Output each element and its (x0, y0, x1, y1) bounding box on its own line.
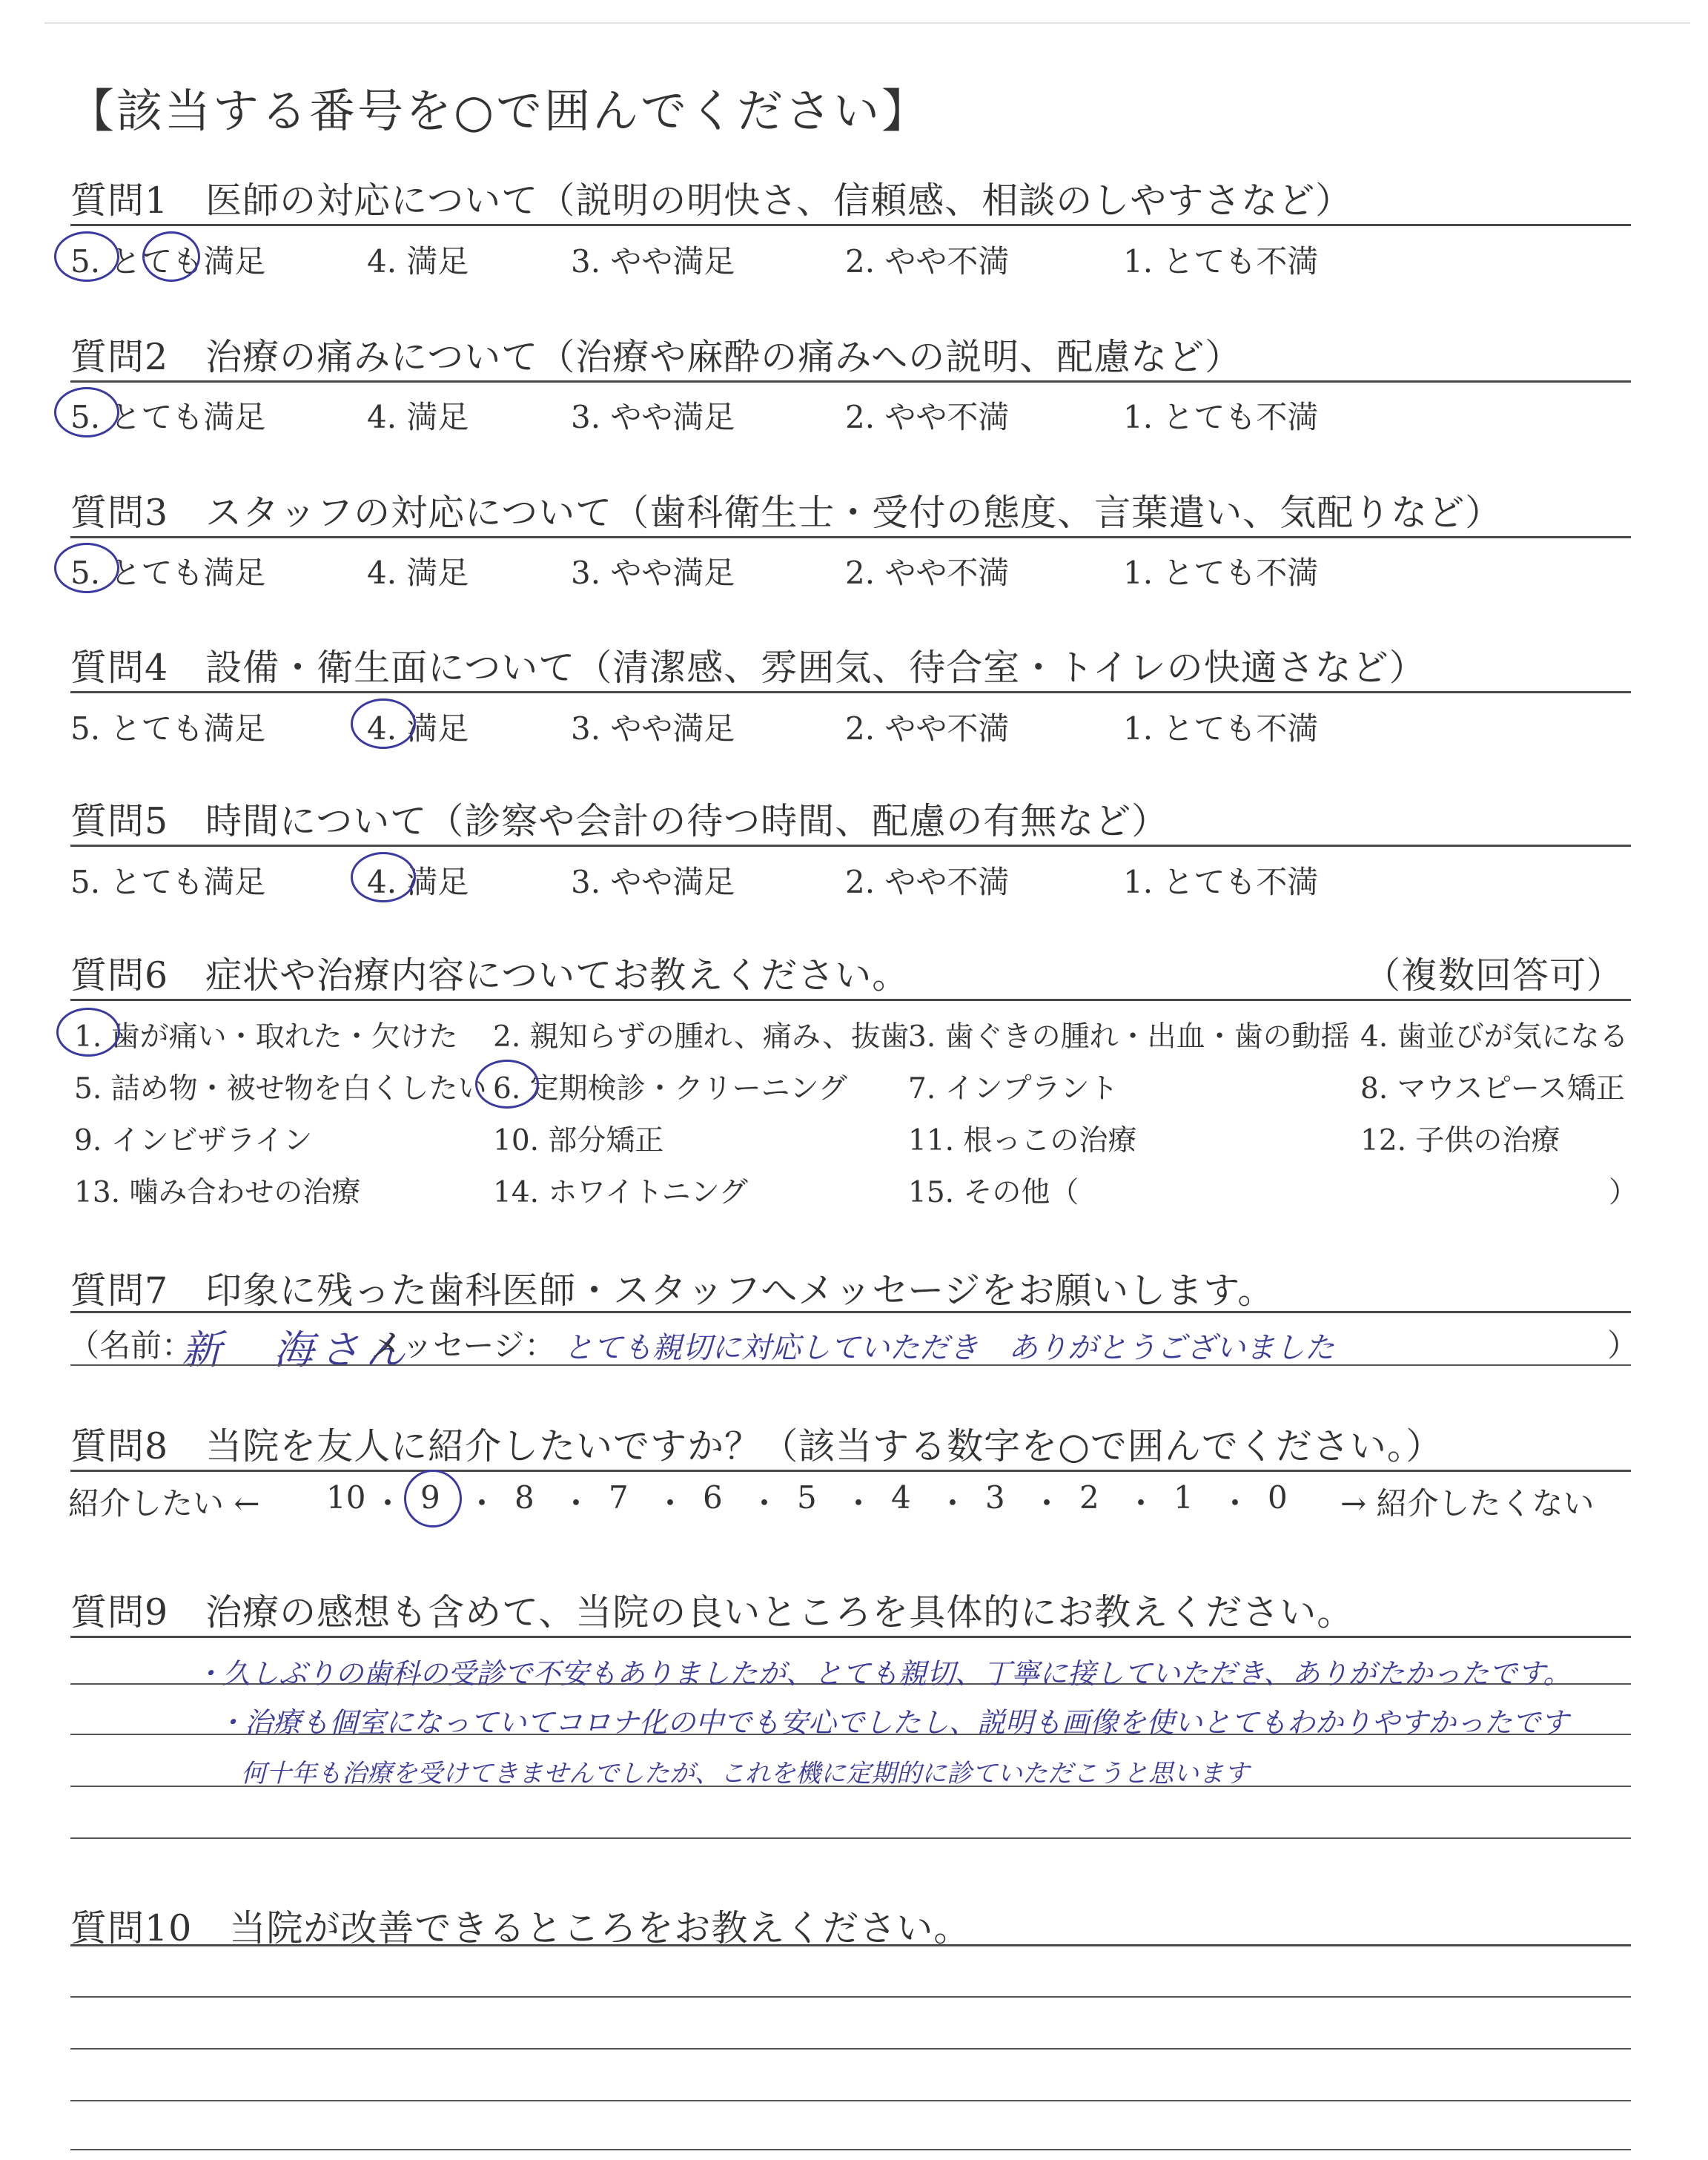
selection-circle (56, 1008, 120, 1057)
recommend-left-label: 紹介したい ← (68, 1485, 260, 1522)
rating-option: 2. やや不満 (845, 399, 1010, 435)
symptom-option: 3. 歯ぐきの腫れ・出血・歯の動揺 (908, 1020, 1350, 1054)
selection-circle (351, 698, 416, 749)
question-6-note: （複数回答可） (1364, 954, 1624, 997)
name-label: （名前： (68, 1327, 193, 1364)
symptom-option: 12. 子供の治療 (1360, 1124, 1560, 1157)
question-8-heading: 質問8 当院を友人に紹介したいですか？（該当する数字を○で囲んでください。） (70, 1425, 1443, 1467)
rating-option: 3. やや満足 (571, 710, 735, 747)
symptom-option: 11. 根っこの治療 (908, 1124, 1137, 1157)
rating-option: 5. とても満足 (70, 399, 266, 435)
selection-circle (351, 852, 416, 902)
selection-circle (54, 543, 119, 593)
name-handwritten: 新 海さん (182, 1327, 411, 1373)
rating-option: 2. やや不満 (845, 864, 1010, 900)
selection-circle (54, 231, 119, 282)
scale-number: 6 (703, 1479, 723, 1516)
rating-option: 5. とても満足 (70, 864, 266, 900)
rating-option: 4. 満足 (367, 399, 469, 435)
rating-option: 5. とても満足 (70, 555, 266, 591)
rating-option: 4. 満足 (367, 243, 469, 280)
question-9-heading: 質問9 治療の感想も含めて、当院の良いところを具体的にお教えください。 (70, 1591, 1354, 1634)
scale-separator: ・ (937, 1485, 969, 1522)
symptom-option: 10. 部分矯正 (493, 1124, 664, 1157)
q9-answer-line-2: ・治療も個室になっていてコロナ化の中でも安心でしたし、説明も画像を使いとてもわかりやすかったです (216, 1706, 1569, 1739)
scale-number: 2 (1079, 1479, 1099, 1516)
rating-option: 1. とても不満 (1123, 710, 1319, 747)
scale-separator: ・ (372, 1485, 404, 1522)
question-5-rule (70, 845, 1631, 847)
scale-number: 7 (609, 1479, 629, 1516)
question-10-rule (70, 1944, 1631, 1946)
scale-number: 4 (891, 1479, 911, 1516)
question-1-rule (70, 224, 1631, 226)
symptom-option: 5. 詰め物・被せ物を白くしたい (74, 1072, 487, 1106)
scale-number: 9 (420, 1479, 440, 1516)
question-8-rule (70, 1470, 1631, 1472)
selection-circle (475, 1060, 539, 1109)
scale-separator: ・ (560, 1485, 592, 1522)
rating-option: 4. 満足 (367, 555, 469, 591)
answer-line (70, 2100, 1631, 2101)
symptom-option: 4. 歯並びが気になる (1360, 1020, 1629, 1054)
selection-circle (142, 231, 200, 282)
scale-number: 0 (1268, 1479, 1288, 1516)
question-3-heading: 質問3 スタッフの対応について（歯科衛生士・受付の態度、言葉遣い、気配りなど） (70, 492, 1503, 534)
scale-separator: ・ (1125, 1485, 1157, 1522)
rating-option: 2. やや不満 (845, 243, 1010, 280)
scale-separator: ・ (749, 1485, 781, 1522)
selection-circle (54, 387, 119, 437)
question-10-heading: 質問10 当院が改善できるところをお教えください。 (70, 1907, 971, 1949)
scale-separator: ・ (1219, 1485, 1251, 1522)
symptom-option: 14. ホワイトニング (493, 1176, 748, 1209)
question-7-rule (70, 1311, 1631, 1313)
question-7-heading: 質問7 印象に残った歯科医師・スタッフへメッセージをお願いします。 (70, 1269, 1275, 1312)
scale-separator: ・ (1031, 1485, 1063, 1522)
rating-option: 3. やや満足 (571, 243, 735, 280)
scale-number: 5 (797, 1479, 817, 1516)
symptom-option: 7. インプラント (908, 1072, 1119, 1106)
answer-line (70, 1996, 1631, 1998)
top-edge-line (44, 22, 1690, 24)
question-1-heading: 質問1 医師の対応について（説明の明快さ、信頼感、相談のしやすさなど） (70, 179, 1353, 222)
q9-answer-line-3: 何十年も治療を受けてきませんでしたが、これを機に定期的に診ていただこうと思います (241, 1759, 1249, 1789)
symptom-option: 13. 噛み合わせの治療 (74, 1176, 361, 1209)
scale-separator: ・ (843, 1485, 875, 1522)
recommend-right-label: → 紹介したくない (1340, 1485, 1595, 1522)
symptom-option: 2. 親知らずの腫れ、痛み、抜歯 (493, 1020, 910, 1054)
q9-answer-line-1: ・久しぶりの歯科の受診で不安もありましたが、とても親切、丁寧に接していただき、ありがたかったです。 (194, 1657, 1572, 1690)
rating-option: 4. 満足 (367, 710, 469, 747)
page-title: 【該当する番号を○で囲んでください】 (68, 84, 930, 138)
other-close-paren: ） (1609, 1176, 1638, 1209)
symptom-option: 6. 定期検診・クリーニング (493, 1072, 847, 1106)
symptom-option: 8. マウスピース矯正 (1360, 1072, 1625, 1106)
scale-number: 10 (326, 1479, 366, 1516)
rating-option: 1. とても不満 (1123, 243, 1319, 280)
question-6-heading: 質問6 症状や治療内容についてお教えください。 (70, 954, 910, 997)
scale-number: 1 (1174, 1479, 1194, 1516)
answer-line (70, 2149, 1631, 2150)
selection-circle (404, 1470, 462, 1527)
rating-option: 3. やや満足 (571, 555, 735, 591)
message-close-paren: ） (1607, 1327, 1639, 1364)
question-4-heading: 質問4 設備・衛生面について（清潔感、雰囲気、待合室・トイレの快適さなど） (70, 647, 1426, 689)
question-4-rule (70, 691, 1631, 693)
question-7-bottom-rule (70, 1364, 1631, 1366)
message-handwritten: とても親切に対応していただき ありがとうございました (563, 1331, 1334, 1365)
rating-option: 2. やや不満 (845, 555, 1010, 591)
rating-option: 1. とても不満 (1123, 399, 1319, 435)
answer-line (70, 2048, 1631, 2050)
symptom-option: 9. インビザライン (74, 1124, 313, 1157)
answer-line (70, 1837, 1631, 1839)
message-label: メッセージ： (371, 1327, 556, 1364)
symptom-option: 15. その他（ (908, 1176, 1079, 1209)
question-6-rule (70, 999, 1631, 1001)
question-9-rule (70, 1636, 1631, 1638)
symptom-option: 1. 歯が痛い・取れた・欠けた (74, 1020, 458, 1054)
rating-option: 5. とても満足 (70, 710, 266, 747)
scale-number: 8 (514, 1479, 534, 1516)
rating-option: 2. やや不満 (845, 710, 1010, 747)
scale-number: 3 (985, 1479, 1005, 1516)
question-2-rule (70, 380, 1631, 383)
question-3-rule (70, 536, 1631, 538)
rating-option: 4. 満足 (367, 864, 469, 900)
question-2-heading: 質問2 治療の痛みについて（治療や麻酔の痛みへの説明、配慮など） (70, 336, 1242, 378)
question-5-heading: 質問5 時間について（診察や会計の待つ時間、配慮の有無など） (70, 800, 1169, 842)
rating-option: 1. とても不満 (1123, 864, 1319, 900)
rating-option: 3. やや満足 (571, 399, 735, 435)
rating-option: 5. とても満足 (70, 243, 266, 280)
scale-separator: ・ (466, 1485, 498, 1522)
rating-option: 1. とても不満 (1123, 555, 1319, 591)
rating-option: 3. やや満足 (571, 864, 735, 900)
scale-separator: ・ (655, 1485, 686, 1522)
